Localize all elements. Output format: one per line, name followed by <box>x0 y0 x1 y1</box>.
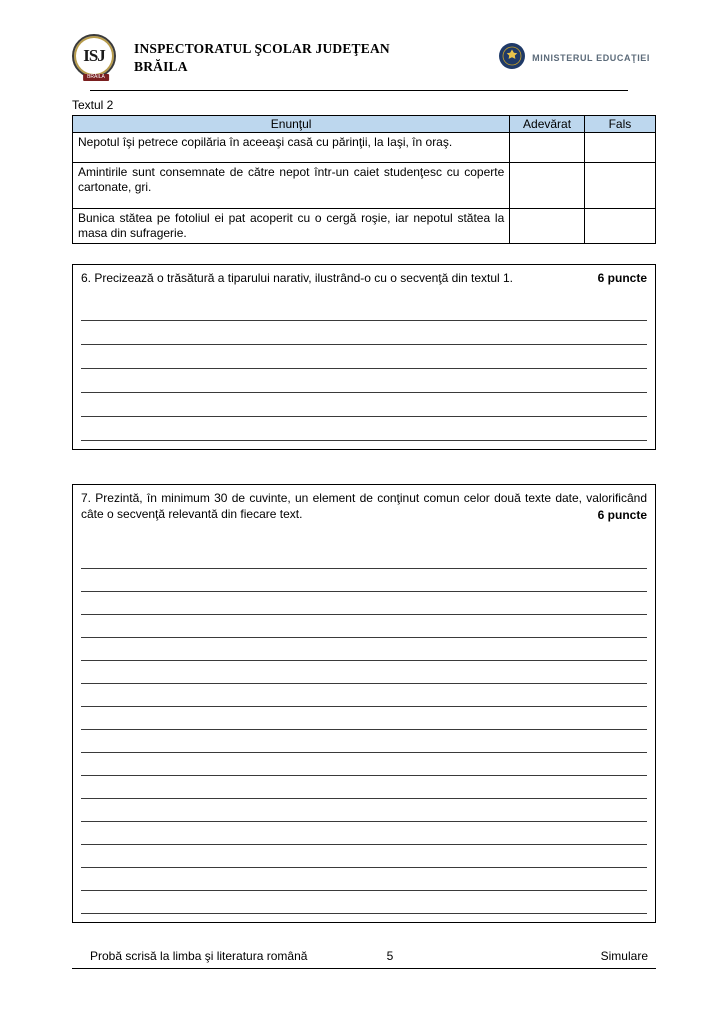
question-7-box <box>72 484 656 923</box>
header-divider <box>90 90 628 91</box>
answer-line <box>81 592 647 615</box>
column-header-false: Fals <box>584 116 655 133</box>
isj-logo-banner: BRĂILA <box>83 74 109 81</box>
statements-table <box>72 115 656 244</box>
answer-line <box>81 345 647 369</box>
table-header-row <box>73 116 656 133</box>
true-answer-cell <box>510 163 585 209</box>
ministry-label: MINISTERUL EDUCAŢIEI <box>532 53 650 63</box>
answer-line <box>81 393 647 417</box>
false-answer-cell <box>584 163 655 209</box>
organization-title-line1: INSPECTORATUL ŞCOLAR JUDEŢEAN <box>134 40 390 56</box>
question-7-text: 7. Prezintă, în minimum 30 de cuvinte, un element de conţinut comun celor două texte date, valorificând câte o secvenţă relevantă din fiecare text. <box>81 491 647 521</box>
answer-line <box>81 707 647 730</box>
organization-title <box>134 40 390 76</box>
isj-braila-logo <box>72 34 120 82</box>
answer-line <box>81 730 647 753</box>
question-6-answer-lines <box>81 297 647 441</box>
answer-line <box>81 845 647 868</box>
answer-line <box>81 417 647 441</box>
organization-title-line2: BRĂILA <box>134 59 188 74</box>
section-label: Textul 2 <box>72 98 114 112</box>
answer-line <box>81 569 647 592</box>
answer-line <box>81 546 647 569</box>
answer-line <box>81 615 647 638</box>
statement-cell: Bunica stătea pe fotoliul ei pat acoperit cu o cergă roşie, iar nepotul stătea la masa din sufragerie. <box>73 209 510 244</box>
false-answer-cell <box>584 209 655 244</box>
table-row <box>73 163 656 209</box>
answer-line <box>81 369 647 393</box>
answer-line <box>81 822 647 845</box>
question-6-header <box>81 271 647 285</box>
table-row <box>73 133 656 163</box>
false-answer-cell <box>584 133 655 163</box>
page-header <box>72 34 656 82</box>
table-row <box>73 209 656 244</box>
footer-exam-type: Simulare <box>600 949 648 964</box>
question-6-points: 6 puncte <box>597 271 647 285</box>
true-answer-cell <box>510 209 585 244</box>
answer-line <box>81 868 647 891</box>
isj-logo-ring <box>72 34 116 78</box>
statement-cell: Amintirile sunt consemnate de către nepot într-un caiet studenţesc cu coperte cartonate, gri. <box>73 163 510 209</box>
true-answer-cell <box>510 133 585 163</box>
question-7-answer-lines <box>81 546 647 914</box>
answer-line <box>81 753 647 776</box>
answer-line <box>81 799 647 822</box>
statement-cell: Nepotul îşi petrece copilăria în aceeaşi casă cu părinţii, la Iaşi, în oraş. <box>73 133 510 163</box>
column-header-true: Adevărat <box>510 116 585 133</box>
question-7-points: 6 puncte <box>597 508 647 522</box>
question-6-box <box>72 264 656 450</box>
isj-logo-text: ISJ <box>83 46 105 65</box>
answer-line <box>81 297 647 321</box>
answer-line <box>81 321 647 345</box>
answer-line <box>81 661 647 684</box>
page-content <box>72 34 656 969</box>
footer-divider <box>72 968 656 969</box>
ministry-block <box>499 43 650 74</box>
ministry-crest-icon <box>499 43 525 74</box>
answer-line <box>81 891 647 914</box>
answer-line <box>81 684 647 707</box>
footer-page-number: 5 <box>386 949 394 964</box>
answer-line <box>81 776 647 799</box>
page-footer <box>72 949 656 963</box>
question-6-text: 6. Precizează o trăsătură a tiparului narativ, ilustrând-o cu o secvenţă din textul 1. <box>81 271 514 285</box>
answer-line <box>81 638 647 661</box>
footer-exam-title: Probă scrisă la limba şi literatura română <box>90 949 308 964</box>
column-header-statement: Enunţul <box>73 116 510 133</box>
